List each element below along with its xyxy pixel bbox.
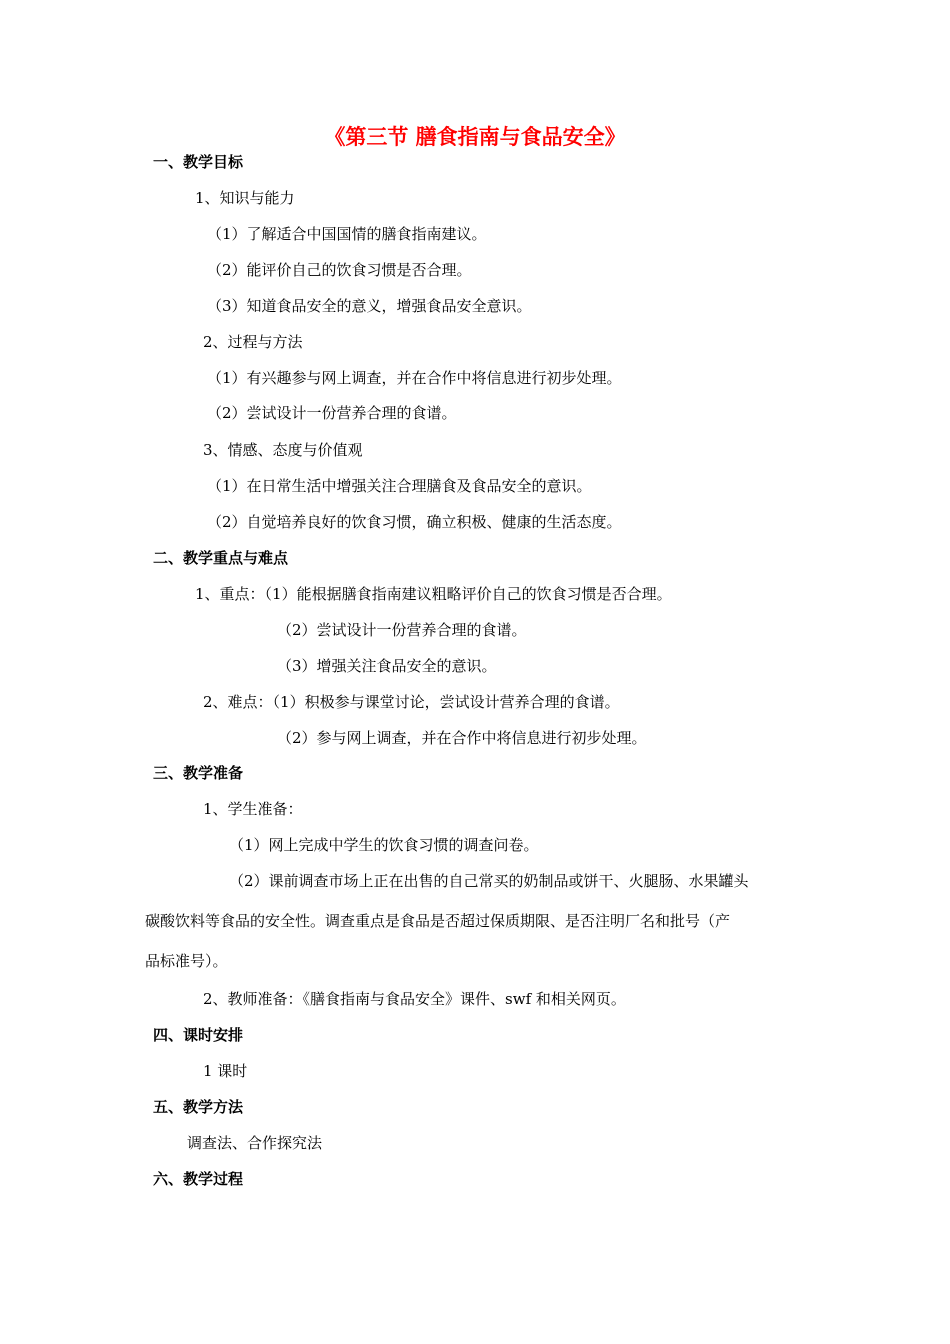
subheading-knowledge: 1、知识与能力 xyxy=(195,189,295,207)
list-item: （1）在日常生活中增强关注合理膳食及食品安全的意识。 xyxy=(207,477,592,495)
list-item: （2）尝试设计一份营养合理的食谱。 xyxy=(277,621,527,639)
list-item: （1）了解适合中国国情的膳食指南建议。 xyxy=(207,225,487,243)
list-item: （1）有兴趣参与网上调查，并在合作中将信息进行初步处理。 xyxy=(207,369,622,387)
list-item-continued: 品标准号）。 xyxy=(145,952,228,970)
difficulty-label: 2、难点：（1）积极参与课堂讨论，尝试设计营养合理的食谱。 xyxy=(203,693,620,711)
list-item: （3）增强关注食品安全的意识。 xyxy=(277,657,497,675)
subheading-process: 2、过程与方法 xyxy=(203,333,303,351)
section-heading-preparation: 三、教学准备 xyxy=(153,764,244,782)
list-item: （2）参与网上调查，并在合作中将信息进行初步处理。 xyxy=(277,729,647,747)
section-heading-schedule: 四、课时安排 xyxy=(153,1026,244,1044)
list-item: （2）课前调查市场上正在出售的自己常买的奶制品或饼干、火腿肠、水果罐头 xyxy=(229,872,749,890)
section-heading-process: 六、教学过程 xyxy=(153,1170,244,1188)
list-item: （1）网上完成中学生的饮食习惯的调查问卷。 xyxy=(229,836,539,854)
list-item: （2）尝试设计一份营养合理的食谱。 xyxy=(207,404,457,422)
document-title: 《第三节 膳食指南与食品安全》 xyxy=(324,125,626,149)
subheading-attitude: 3、情感、态度与价值观 xyxy=(203,441,363,459)
list-item-continued: 碳酸饮料等食品的安全性。调查重点是食品是否超过保质期限、是否注明厂名和批号（产 xyxy=(145,912,731,930)
list-item: （3）知道食品安全的意义，增强食品安全意识。 xyxy=(207,297,532,315)
subheading-teacher: 2、教师准备：《膳食指南与食品安全》课件、swf 和相关网页。 xyxy=(203,990,626,1008)
list-item: （2）能评价自己的饮食习惯是否合理。 xyxy=(207,261,472,279)
section-heading-keypoints: 二、教学重点与难点 xyxy=(153,549,289,567)
method-text: 调查法、合作探究法 xyxy=(187,1134,323,1152)
subheading-student: 1、学生准备： xyxy=(203,800,303,818)
list-item: （2）自觉培养良好的饮食习惯，确立积极、健康的生活态度。 xyxy=(207,513,622,531)
section-heading-method: 五、教学方法 xyxy=(153,1098,244,1116)
schedule-text: 1 课时 xyxy=(203,1062,248,1080)
keypoint-label: 1、重点：（1）能根据膳食指南建议粗略评价自己的饮食习惯是否合理。 xyxy=(195,585,672,603)
section-heading-objectives: 一、教学目标 xyxy=(153,153,244,171)
